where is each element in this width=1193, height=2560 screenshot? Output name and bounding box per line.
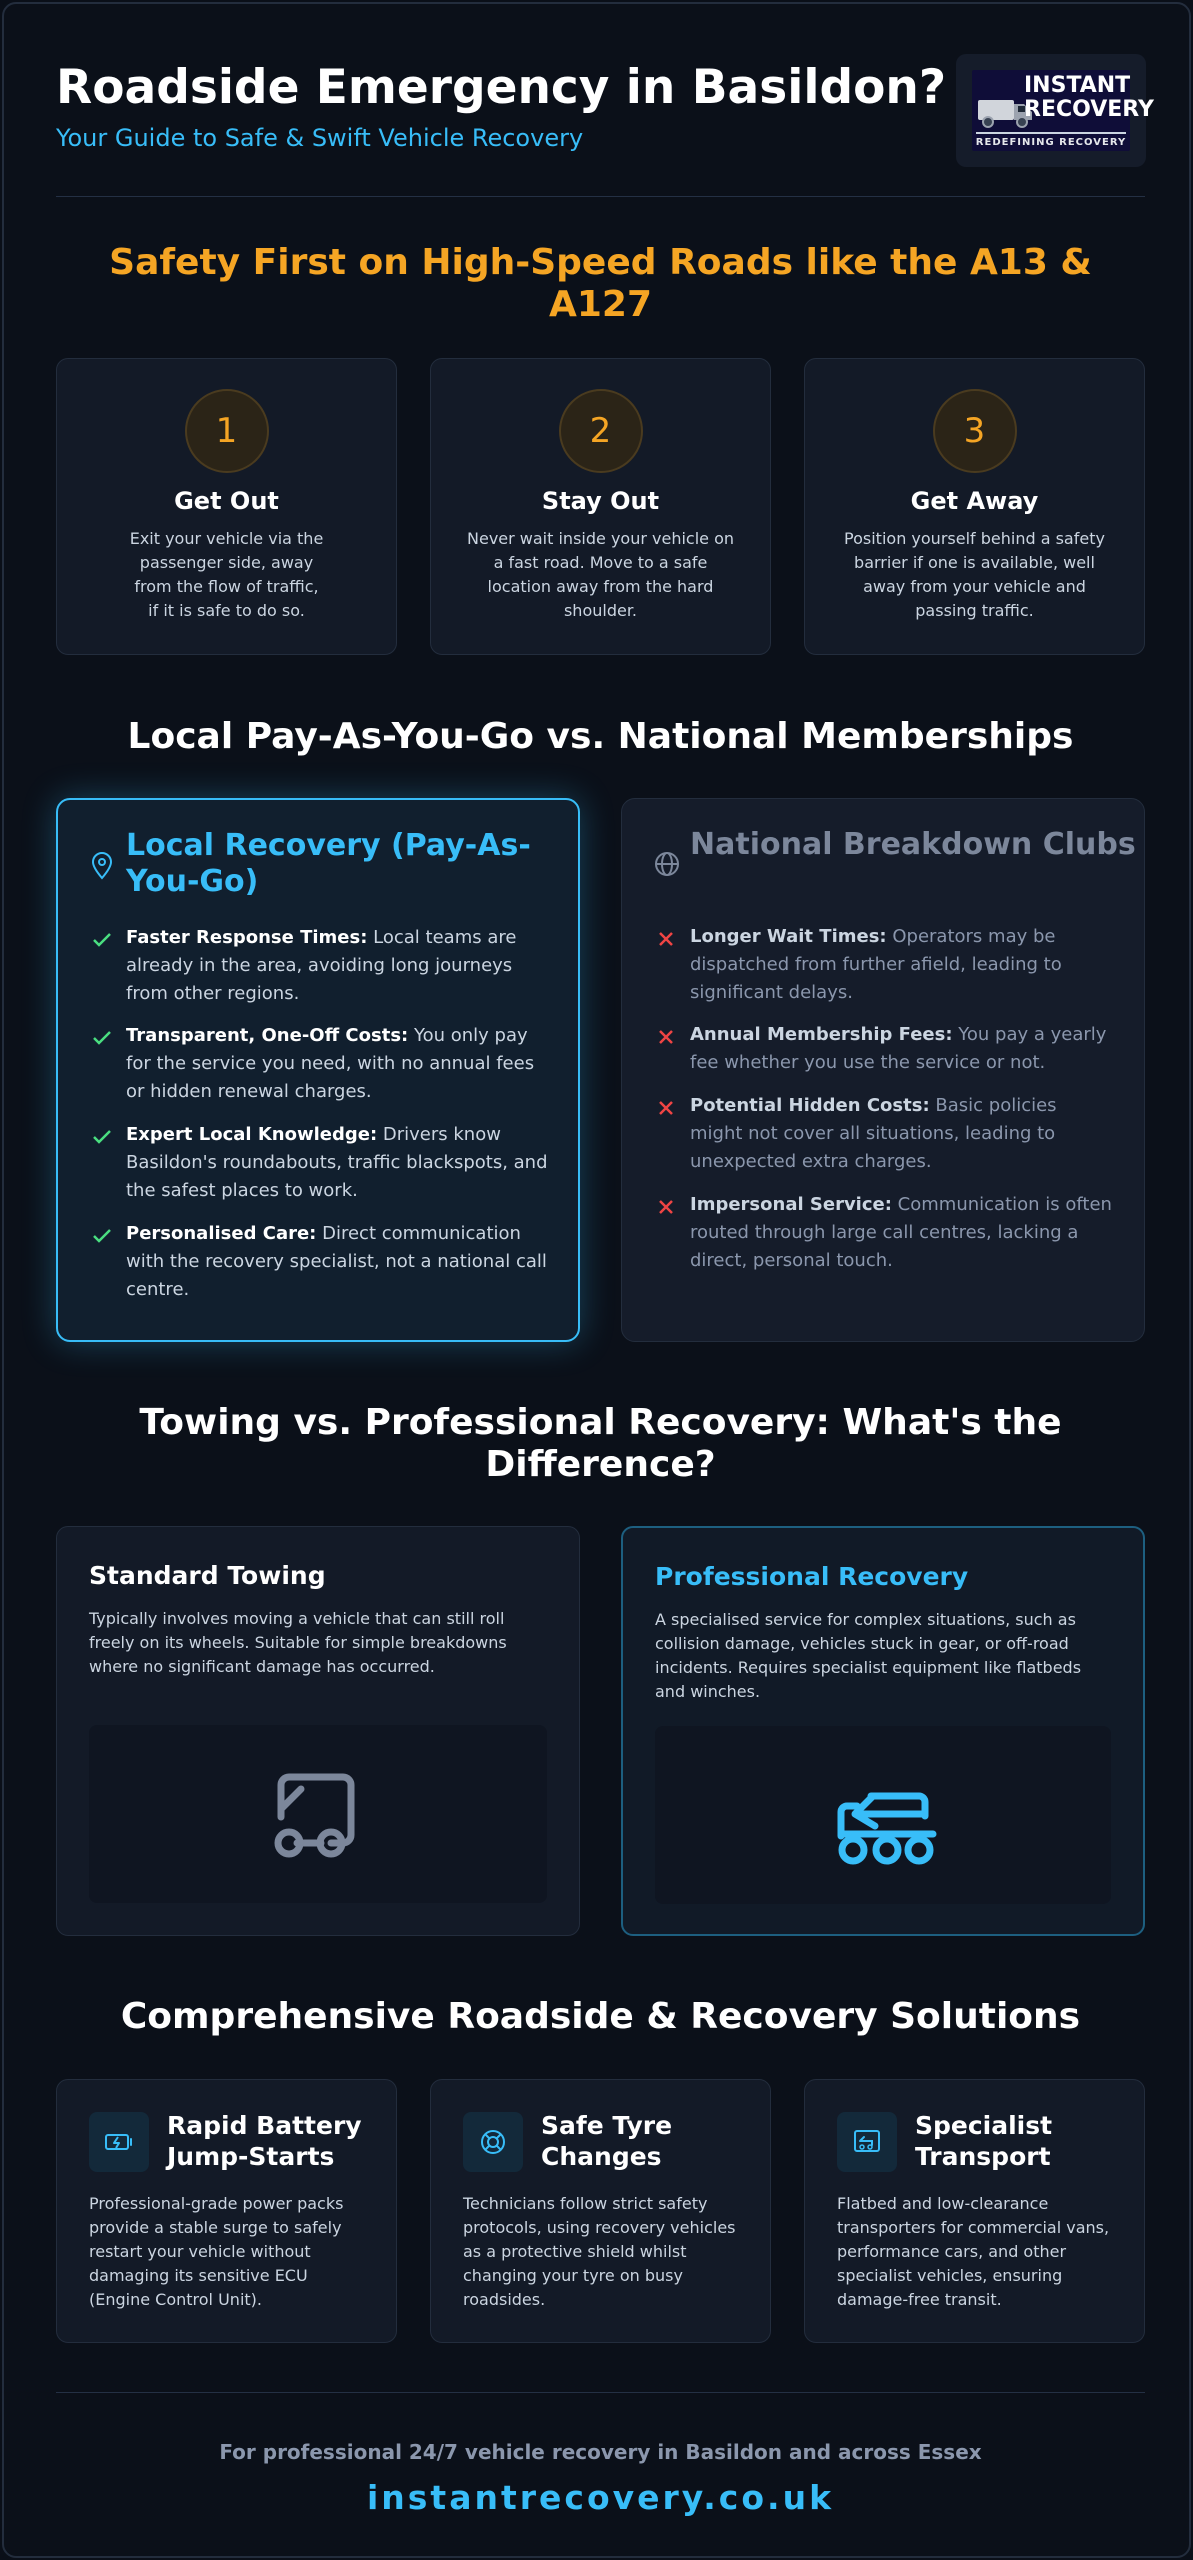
service-card [430,2079,771,2343]
map-pin-icon [90,852,114,880]
footer-divider [56,2392,1145,2393]
comparison-title: Local Pay-As-You-Go vs. National Memberships [127,716,1074,757]
list-item: Faster Response Times: Local teams are already in the area, avoiding long journeys from other regions. [126,927,517,1004]
check-icon [90,1125,114,1149]
safety-step-card [804,358,1145,655]
local-heading: Local Recovery (Pay-As-You-Go) [126,828,531,899]
check-icon [90,1224,114,1248]
step-title: Get Out [174,487,279,515]
list-item: Impersonal Service: Communication is often routed through large call centres, lacking a direct, personal touch. [690,1194,1112,1271]
services-title: Comprehensive Roadside & Recovery Solutions [120,1996,1081,2037]
cross-icon [654,1096,678,1120]
service-text: Professional-grade power packs provide a stable surge to safely restart your vehicle without damaging its sensitive ECU (Engine Control Unit). [89,2194,344,2309]
page-title: Roadside Emergency in Basildon? [56,60,947,115]
recovery-truck-icon [831,1786,941,1868]
check-icon [90,928,114,952]
step-number-badge: 2 [559,389,643,473]
cross-icon [654,1025,678,1049]
logo-wordmark: INSTANT RECOVERY [1024,73,1154,122]
card-text: A specialised service for complex situations, such as collision damage, vehicles stuck in gear, or off-road incidents. Requires specialist equipment like flatbeds and winches. [655,1610,1082,1701]
battery-charging-icon [89,2112,149,2172]
illustration [89,1725,547,1903]
list-item: Transparent, One-Off Costs: You only pay for the service you need, with no annual fees or hidden renewal charges. [126,1025,535,1102]
tow-truck-icon [269,1769,369,1859]
safety-step-card [430,358,771,655]
illustration [655,1726,1111,1904]
local-recovery-card [56,798,580,1342]
professional-recovery-card [621,1526,1145,1936]
cross-icon [654,927,678,951]
logo-tagline: REDEFINING RECOVERY [975,137,1127,148]
service-title: Specialist Transport [915,2111,1053,2171]
step-text: Position yourself behind a safety barrier if one is available, well away from your vehicle and passing traffic. [844,529,1105,620]
check-icon [90,1026,114,1050]
transporter-icon [837,2112,897,2172]
footer-text: For professional 24/7 vehicle recovery in Basildon and across Essex [219,2440,982,2464]
step-title: Stay Out [541,487,660,515]
list-item: Annual Membership Fees: You pay a yearly fee whether you use the service or not. [690,1024,1107,1073]
service-title: Rapid Battery Jump-Starts [167,2111,362,2171]
step-title: Get Away [910,487,1039,515]
list-item: Longer Wait Times: Operators may be dispatched from further afield, leading to significant delays. [690,926,1062,1003]
card-title: Professional Recovery [655,1562,969,1591]
list-item: Expert Local Knowledge: Drivers know Basildon's roundabouts, traffic blackspots, and the safest places to work. [126,1124,548,1201]
service-text: Technicians follow strict safety protocols, using recovery vehicles as a protective shield whilst changing your tyre on busy roadsides. [463,2194,736,2309]
step-text: Never wait inside your vehicle on a fast road. Move to a safe location away from the hard shoulder. [467,529,734,620]
website-link[interactable]: instantrecovery.co.uk [366,2478,835,2517]
safety-title: Safety First on High-Speed Roads like the A13 & A127 [109,242,1092,325]
towing-title: Towing vs. Professional Recovery: What's the Difference? [139,1402,1062,1485]
globe-icon [654,851,680,877]
service-card [804,2079,1145,2343]
national-clubs-card [621,798,1145,1342]
service-title: Safe Tyre Changes [541,2111,673,2171]
card-title: Standard Towing [89,1561,326,1590]
step-number-badge: 1 [185,389,269,473]
standard-towing-card [56,1526,580,1936]
logo [956,54,1154,167]
list-item: Personalised Care: Direct communication with the recovery specialist, not a national call centre. [126,1223,547,1300]
service-text: Flatbed and low-clearance transporters for commercial vans, performance cars, and other specialist vehicles, ensuring damage-free transit. [837,2194,1110,2309]
lifebuoy-icon [463,2112,523,2172]
safety-step-card [56,358,397,655]
step-number-badge: 3 [933,389,1017,473]
page-subtitle: Your Guide to Safe & Swift Vehicle Recovery [56,124,584,152]
cross-icon [654,1195,678,1219]
service-card [56,2079,397,2343]
list-item: Potential Hidden Costs: Basic policies might not cover all situations, leading to unexpected extra charges. [690,1095,1057,1172]
national-heading: National Breakdown Clubs [690,827,1136,862]
infographic-frame [2,2,1191,2558]
card-text: Typically involves moving a vehicle that can still roll freely on its wheels. Suitable for simple breakdowns where no significant damage has occurred. [89,1609,507,1676]
header-divider [56,196,1145,197]
step-text: Exit your vehicle via the passenger side, away from the flow of traffic, if it is safe to do so. [129,529,324,620]
